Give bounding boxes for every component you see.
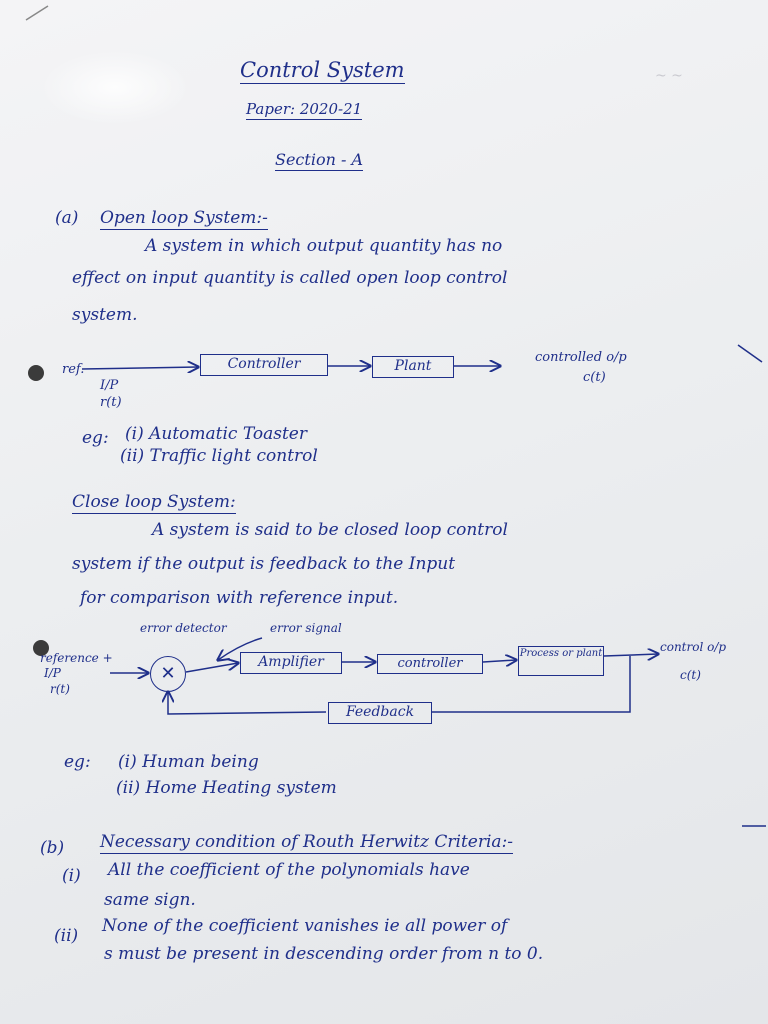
condition-line: None of the coefficient vanishes ie all power of bbox=[102, 916, 508, 936]
feedback-block: Feedback bbox=[328, 702, 432, 724]
example-item: (ii) Traffic light control bbox=[120, 446, 318, 466]
example-item: (ii) Home Heating system bbox=[116, 778, 337, 798]
condition-line: All the coefficient of the polynomials have bbox=[108, 860, 470, 880]
condition-line: s must be present in descending order from n to 0. bbox=[104, 944, 544, 964]
part-a-label: (a) bbox=[55, 208, 79, 228]
error-detector-label: error detector bbox=[140, 621, 227, 635]
routh-heading: Necessary condition of Routh Herwitz Criteria:- bbox=[100, 832, 514, 852]
process-plant-block: Process or plant bbox=[518, 646, 604, 676]
eg-label: eg: bbox=[64, 752, 91, 772]
item-number: (i) bbox=[62, 866, 81, 886]
error-signal-label: error signal bbox=[270, 621, 342, 635]
open-loop-line-3: system. bbox=[72, 305, 138, 325]
closed-loop-heading: Close loop System: bbox=[72, 492, 236, 512]
ct-label: c(t) bbox=[583, 370, 606, 385]
closed-loop-line-1: A system is said to be closed loop control bbox=[152, 520, 508, 540]
ct-label: c(t) bbox=[680, 668, 701, 682]
open-loop-line-2: effect on input quantity is called open loop control bbox=[72, 268, 508, 288]
open-loop-heading: Open loop System:- bbox=[100, 208, 268, 228]
reference-label: reference + bbox=[40, 651, 113, 665]
example-item: (i) Automatic Toaster bbox=[125, 424, 307, 444]
rt-label: r(t) bbox=[100, 395, 122, 410]
ip-label: I/P bbox=[44, 666, 61, 680]
ip-label: I/P bbox=[100, 378, 119, 393]
summing-junction: ✕ bbox=[150, 656, 186, 692]
paper-year: Paper: 2020-21 bbox=[246, 100, 363, 118]
controlled-output-label: controlled o/p bbox=[535, 350, 627, 365]
closed-loop-line-3: for comparison with reference input. bbox=[80, 588, 399, 608]
example-item: (i) Human being bbox=[118, 752, 259, 772]
plant-block: Plant bbox=[372, 356, 454, 378]
controller-block: Controller bbox=[200, 354, 328, 376]
ref-label: ref. bbox=[62, 362, 85, 377]
part-b-label: (b) bbox=[40, 838, 65, 858]
open-loop-line-1: A system in which output quantity has no bbox=[145, 236, 503, 256]
section-heading: Section - A bbox=[275, 150, 364, 169]
bleed-through-marks: ~ ~ bbox=[655, 68, 683, 84]
page-title: Control System bbox=[240, 58, 405, 82]
amplifier-block: Amplifier bbox=[240, 652, 342, 674]
item-number: (ii) bbox=[54, 926, 79, 946]
closed-loop-line-2: system if the output is feedback to the Input bbox=[72, 554, 456, 574]
controller-block: controller bbox=[377, 654, 483, 674]
control-output-label: control o/p bbox=[660, 640, 727, 654]
condition-line: same sign. bbox=[104, 890, 196, 910]
rt-label: r(t) bbox=[50, 682, 70, 696]
eg-label: eg: bbox=[82, 428, 109, 448]
